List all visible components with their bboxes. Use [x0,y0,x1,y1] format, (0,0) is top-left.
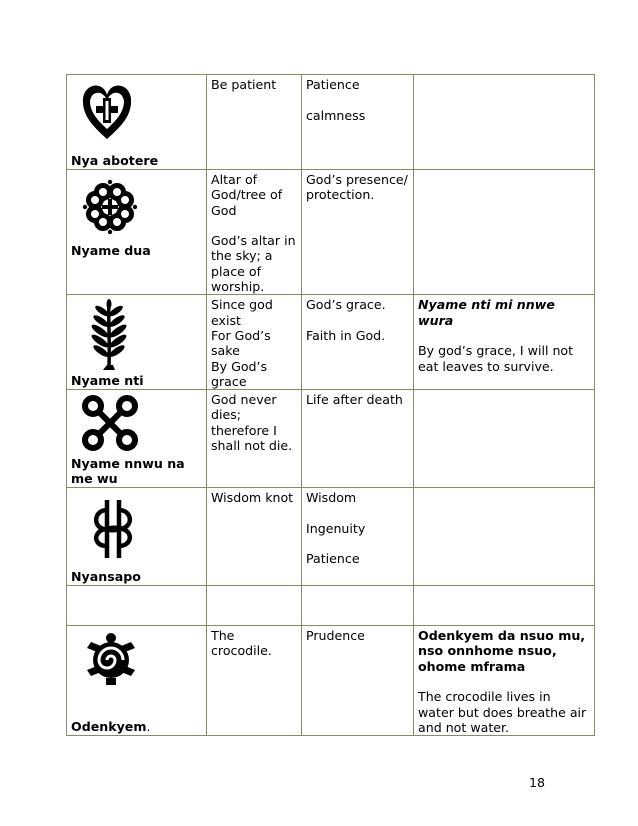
table-row-empty [67,586,595,626]
meaning-cell [207,390,302,488]
proverb-cell [414,295,595,390]
meaning-cell [207,488,302,586]
table-row [67,626,595,736]
nyame-dua-altar-icon [79,176,141,238]
proverb-cell [414,170,595,295]
symbol-cell [67,488,207,586]
value-cell [302,390,414,488]
meaning-text: The crocodile. [211,628,272,659]
symbol-cell [67,295,207,390]
proverb-text: The crocodile lives in water but does breathe air and not water. [418,689,587,735]
meaning-text: Wisdom knot [211,490,294,506]
adinkra-symbols-table [66,74,595,736]
proverb-cell [414,626,595,736]
symbol-cell [67,626,207,736]
meaning-text: God never dies; therefore I shall not die. [211,392,293,454]
meaning-cell [207,295,302,390]
value-cell [302,295,414,390]
value-text: Faith in God. [306,327,386,343]
value-text: Ingenuity [306,520,366,536]
odenkyem-crocodile-icon [85,632,137,686]
meaning-text: For God’s sake [211,327,271,359]
symbol-name-text: Odenkyem [71,719,147,735]
symbol-name [71,719,151,734]
symbol-name: Nyame nnwu na me wu [71,456,185,487]
proverb-text: By god’s grace, I will not eat leaves to survive. [418,343,574,374]
value-text: Patience [306,77,360,92]
table-row [67,295,595,390]
meaning-text: By God’s grace [211,358,268,389]
empty-cell [207,586,302,626]
symbol-name: Nya abotere [71,153,159,168]
symbol-cell [67,170,207,295]
meaning-text: Altar of God/tree of God [211,172,283,218]
symbol-name: Nyame nti [71,373,144,389]
nyansapo-wisdom-knot-icon [89,496,139,562]
value-text: God’s grace. [306,297,386,313]
empty-cell [414,586,595,626]
proverb-cell [414,488,595,586]
table-row [67,390,595,488]
value-text: Patience [306,551,360,567]
meaning-cell [207,75,302,170]
value-text: Life after death [306,392,403,408]
symbol-cell [67,75,207,170]
proverb-cell [414,75,595,170]
value-cell [302,626,414,736]
symbol-cell [67,390,207,488]
empty-cell [67,586,207,626]
meaning-cell [207,170,302,295]
page-number: 18 [529,775,546,790]
meaning-text: Be patient [211,77,277,92]
proverb-cell [414,390,595,488]
empty-cell [302,586,414,626]
value-text: calmness [306,107,366,123]
value-cell [302,75,414,170]
value-text: Prudence [306,628,365,644]
nya-abotere-heart-icon [79,81,135,143]
table-row [67,170,595,295]
meaning-cell [207,626,302,736]
table-row [67,75,595,170]
proverb-title: Nyame nti mi nnwe wura [418,297,555,328]
symbol-name: Nyame dua [71,243,151,259]
value-cell [302,170,414,295]
meaning-text: God’s altar in the sky; a place of worship. [211,233,296,295]
nyame-nti-plant-icon [79,299,139,371]
value-text: God’s presence/ protection. [306,172,408,203]
value-text: Wisdom [306,490,357,506]
table-row [67,488,595,586]
meaning-text: Since god exist [211,297,273,328]
symbol-name: Nyansapo [71,569,141,585]
nyame-nnwu-na-me-wu-knot-icon [79,394,141,452]
proverb-title: Odenkyem da nsuo mu, nso onnhome nsuo, ohome mframa [418,628,586,674]
symbol-name-suffix: . [146,719,151,735]
value-cell [302,488,414,586]
